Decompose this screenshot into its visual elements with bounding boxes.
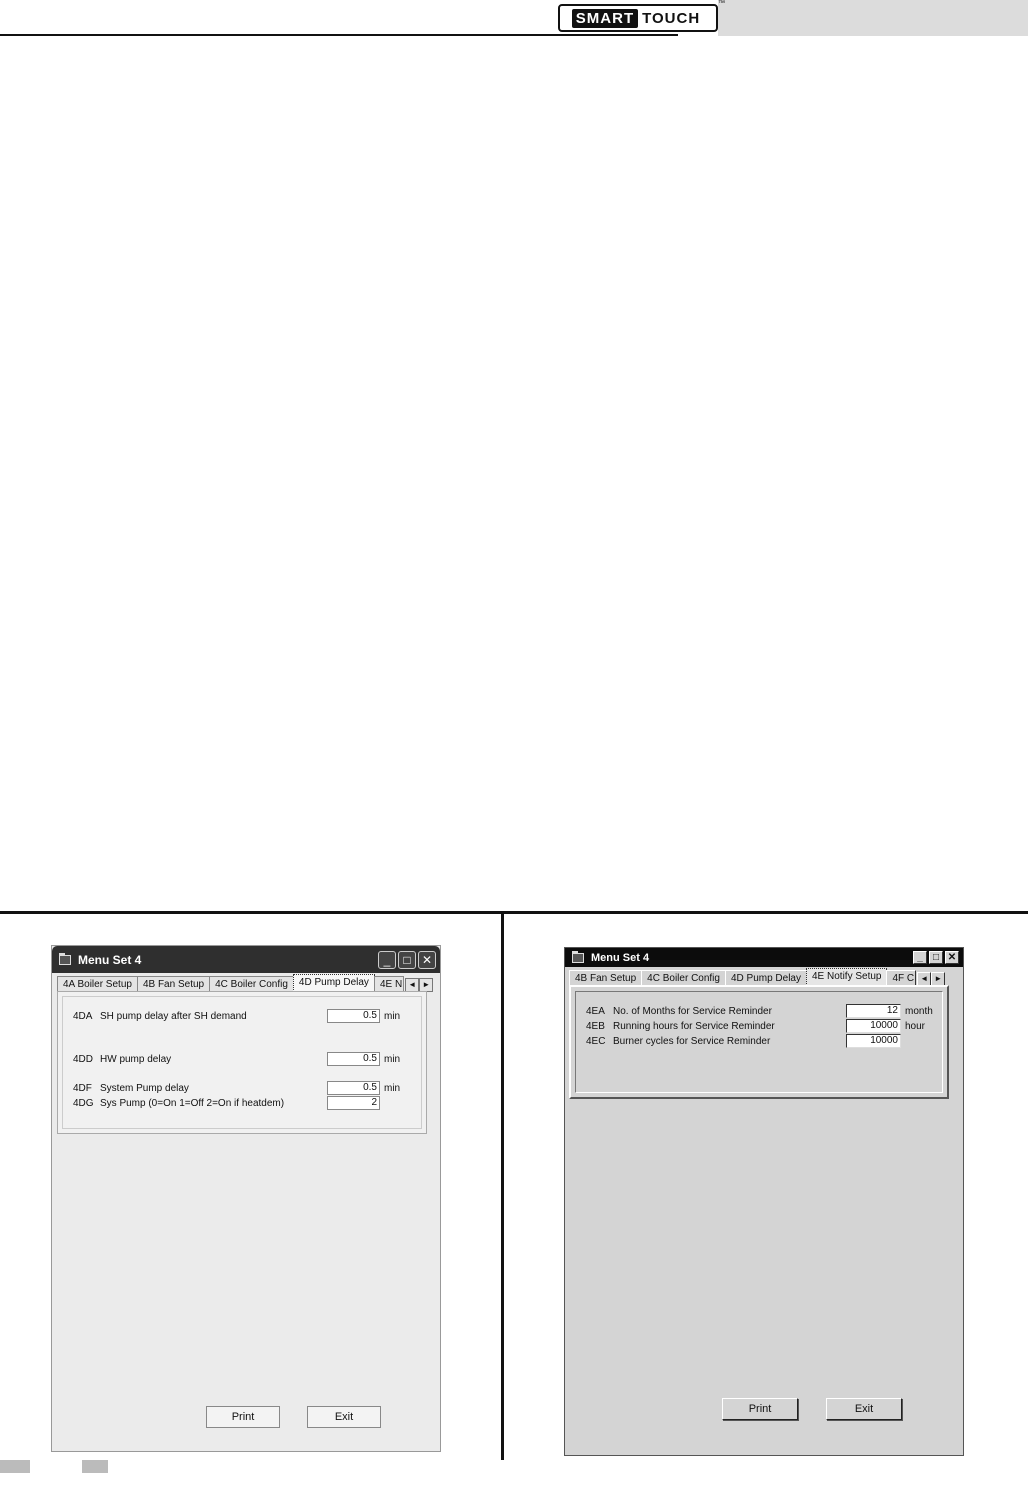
- menu-set-4-window-notify-setup: [564, 947, 964, 1456]
- system-pump-delay-input[interactable]: 0.5: [327, 1081, 380, 1095]
- tab-4a-boiler-setup[interactable]: 4A Boiler Setup: [57, 976, 138, 992]
- field-row-4ea: [576, 1004, 942, 1020]
- window-icon: [572, 953, 584, 963]
- tab-strip: [569, 968, 945, 986]
- tab-4f-partial[interactable]: 4F C: [886, 970, 916, 986]
- field-label: HW pump delay: [100, 1054, 172, 1065]
- panel-frame: [62, 996, 422, 1129]
- field-label: SH pump delay after SH demand: [100, 1011, 247, 1022]
- field-code: 4EC: [586, 1036, 606, 1047]
- hw-pump-delay-input[interactable]: 0.5: [327, 1052, 380, 1066]
- field-label: Sys Pump (0=On 1=Off 2=On if heatdem): [100, 1098, 285, 1109]
- field-code: 4EB: [586, 1021, 605, 1032]
- tab-4b-fan-setup[interactable]: 4B Fan Setup: [137, 976, 210, 992]
- field-row-4df: [63, 1081, 421, 1097]
- tab-4c-boiler-config[interactable]: 4C Boiler Config: [641, 970, 726, 986]
- field-code: 4DA: [73, 1011, 93, 1022]
- field-unit: min: [384, 1011, 401, 1022]
- title-bar: [565, 948, 963, 967]
- field-unit: min: [384, 1054, 401, 1065]
- field-unit: hour: [905, 1021, 926, 1032]
- field-label: Burner cycles for Service Reminder: [613, 1036, 771, 1047]
- header-rule: [0, 34, 678, 36]
- service-months-input[interactable]: 12: [846, 1004, 901, 1018]
- field-code: 4DD: [73, 1054, 94, 1065]
- panel-frame: [575, 991, 943, 1093]
- field-unit: month: [905, 1006, 933, 1017]
- tab-panel-notify-setup: [569, 985, 949, 1099]
- field-label: Running hours for Service Reminder: [613, 1021, 775, 1032]
- footer-tab-right: [82, 1460, 108, 1473]
- logo-trademark: ™: [718, 0, 726, 7]
- tab-scroll-right-icon[interactable]: ►: [931, 972, 945, 986]
- window-icon: [59, 955, 71, 965]
- field-unit: min: [384, 1083, 401, 1094]
- tab-strip: [57, 974, 433, 992]
- print-button[interactable]: [206, 1406, 280, 1428]
- close-button[interactable]: ✕: [945, 951, 959, 964]
- smart-touch-logo: [558, 0, 726, 32]
- field-code: 4DF: [73, 1083, 92, 1094]
- exit-button[interactable]: [307, 1406, 381, 1428]
- minimize-button[interactable]: _: [913, 951, 927, 964]
- tab-4b-fan-setup[interactable]: 4B Fan Setup: [569, 970, 642, 986]
- logo-touch: TOUCH: [642, 9, 701, 27]
- footer-tab-left: [0, 1460, 30, 1473]
- field-row-4da: [63, 1009, 421, 1025]
- menu-set-4-window-pump-delay: [51, 945, 441, 1452]
- section-divider-horizontal: [0, 911, 1028, 914]
- field-code: 4DG: [73, 1098, 94, 1109]
- header-band: [718, 0, 1028, 36]
- close-button[interactable]: ✕: [418, 951, 436, 969]
- sys-pump-mode-input[interactable]: 2: [327, 1096, 380, 1110]
- tab-4d-pump-delay[interactable]: 4D Pump Delay: [293, 974, 375, 992]
- tab-scroll-right-icon[interactable]: ►: [419, 978, 433, 992]
- field-label: System Pump delay: [100, 1083, 189, 1094]
- field-row-4dd: [63, 1052, 421, 1068]
- logo-smart: SMART: [572, 9, 638, 28]
- print-button-label: Print: [748, 1403, 772, 1415]
- exit-button-label: Exit: [854, 1403, 874, 1415]
- tab-scroll-left-icon[interactable]: ◄: [405, 978, 419, 992]
- tab-panel-pump-delay: [57, 991, 427, 1134]
- title-bar: [52, 946, 440, 973]
- window-title: Menu Set 4: [591, 951, 650, 964]
- exit-button[interactable]: [826, 1398, 902, 1420]
- field-row-4ec: [576, 1034, 942, 1050]
- tab-4e-notify-setup[interactable]: 4E Notify Setup: [806, 968, 887, 986]
- maximize-button[interactable]: □: [398, 951, 416, 969]
- window-title: Menu Set 4: [78, 952, 142, 967]
- service-hours-input[interactable]: 10000: [846, 1019, 901, 1033]
- section-divider-vertical: [501, 912, 504, 1460]
- field-code: 4EA: [586, 1006, 605, 1017]
- service-cycles-input[interactable]: 10000: [846, 1034, 901, 1048]
- field-row-4dg: [63, 1096, 421, 1112]
- tab-4c-boiler-config[interactable]: 4C Boiler Config: [209, 976, 294, 992]
- minimize-button[interactable]: _: [378, 951, 396, 969]
- exit-button-label: Exit: [334, 1411, 354, 1423]
- tab-scroll-left-icon[interactable]: ◄: [917, 972, 931, 986]
- tab-4e-partial[interactable]: 4E N: [374, 976, 404, 992]
- print-button[interactable]: [722, 1398, 798, 1420]
- maximize-button[interactable]: □: [929, 951, 943, 964]
- print-button-label: Print: [231, 1411, 255, 1423]
- field-row-4eb: [576, 1019, 942, 1035]
- tab-4d-pump-delay[interactable]: 4D Pump Delay: [725, 970, 807, 986]
- sh-pump-delay-input[interactable]: 0.5: [327, 1009, 380, 1023]
- field-label: No. of Months for Service Reminder: [613, 1006, 772, 1017]
